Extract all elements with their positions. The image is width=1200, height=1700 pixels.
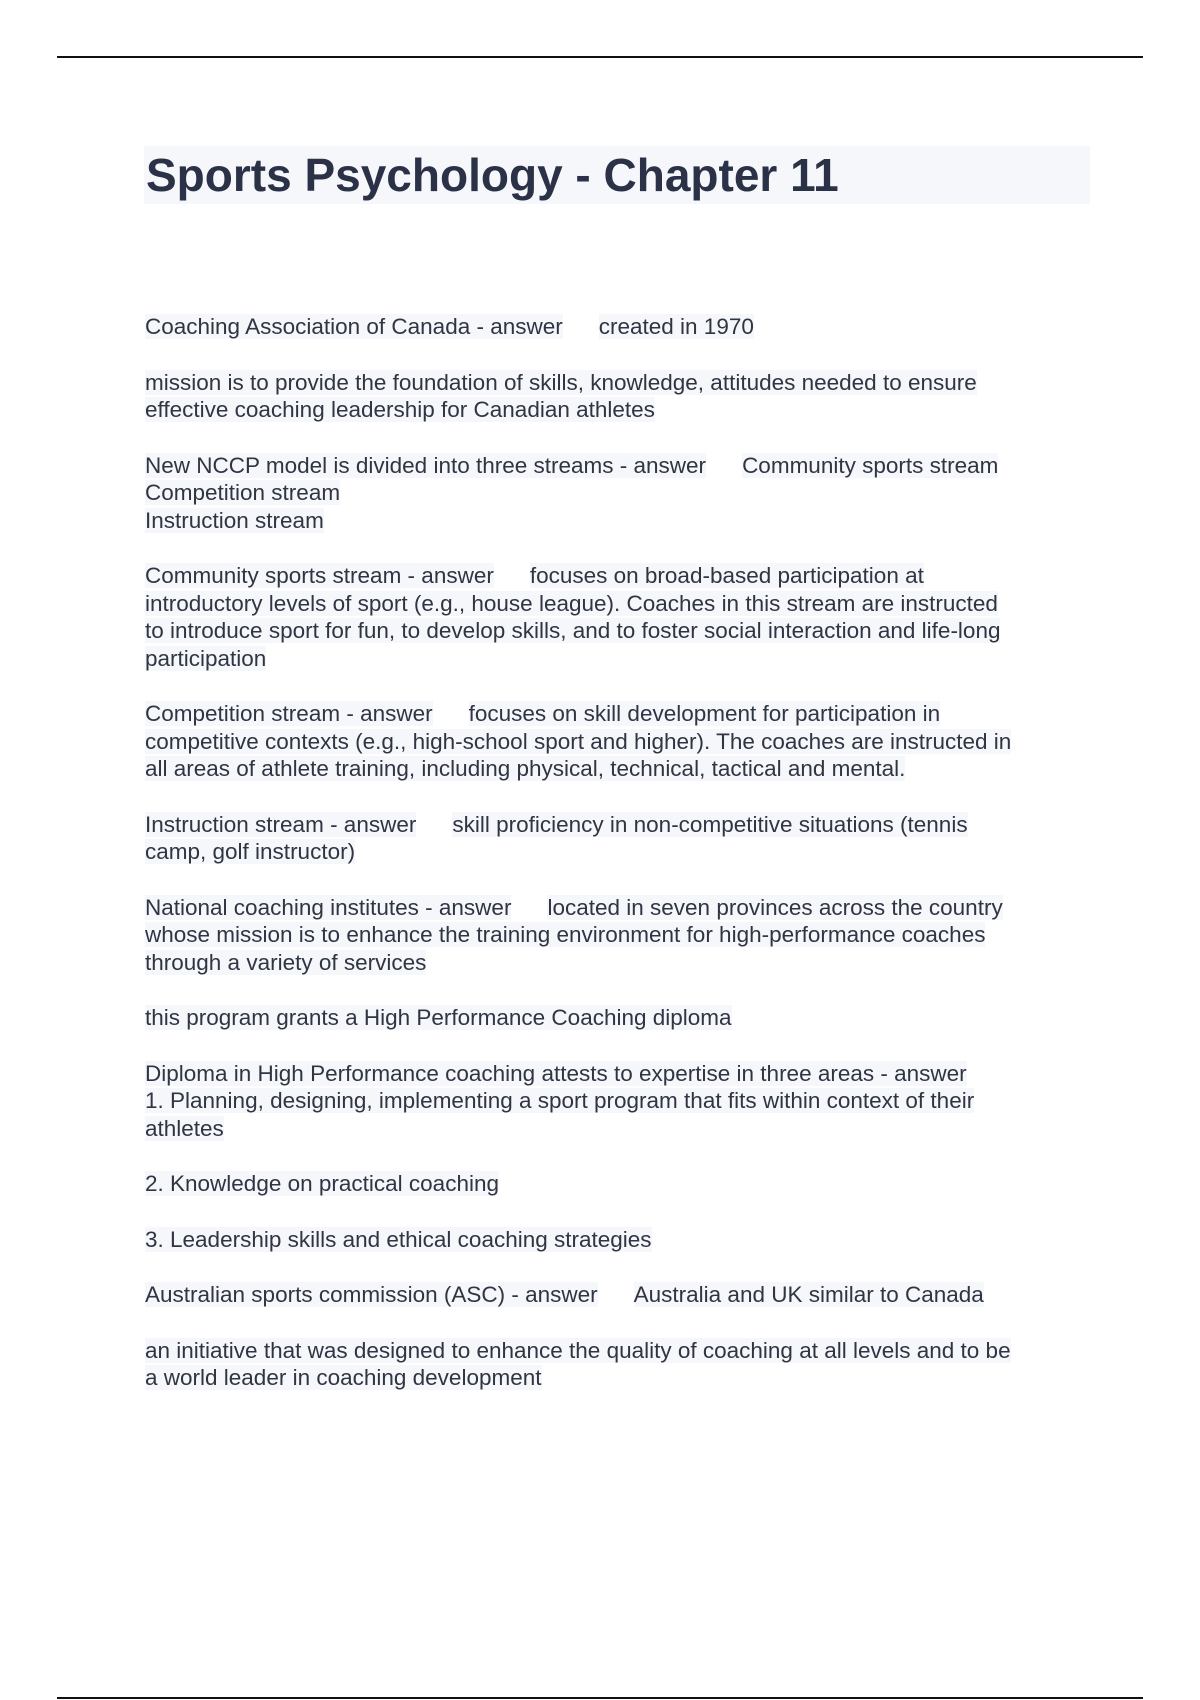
definition: located in seven provinces across the country whose mission is to enhance the training environment for high-performance coaches through a variety of services (145, 894, 1003, 975)
definition: skill proficiency in non-competitive situations (tennis camp, golf instructor) (145, 811, 968, 864)
list-item (145, 1170, 1095, 1198)
page-title: Sports Psychology - Chapter 11 (144, 146, 1090, 204)
definition: 3. Leadership skills and ethical coaching strategies (145, 1226, 652, 1252)
list-item (145, 811, 1095, 866)
definition: focuses on broad-based participation at introductory levels of sport (e.g., house league). Coaches in this stream are instructed to introduce sport for fun, to develop skills, and to foster social interaction and life-long participation (145, 563, 1001, 671)
definition: Community sports stream Competition stream Instruction stream (145, 452, 999, 533)
definition: created in 1970 (598, 314, 754, 339)
list-item (145, 562, 1095, 672)
term: Australian sports commission (ASC) - answer (145, 1282, 598, 1307)
definition: mission is to provide the foundation of skills, knowledge, attitudes needed to ensure effective coaching leadership for Canadian athletes (145, 369, 977, 422)
term: Instruction stream - answer (145, 811, 417, 837)
list-item (145, 1281, 1095, 1309)
term: New NCCP model is divided into three streams - answer (145, 452, 707, 478)
list-item (145, 452, 1095, 535)
list-item (145, 313, 1095, 341)
list-item (145, 700, 1095, 783)
term: National coaching institutes - answer (145, 894, 512, 920)
term: Coaching Association of Canada - answer (145, 314, 563, 339)
list-item (145, 1337, 1095, 1392)
top-rule (57, 56, 1143, 58)
definition: Australia and UK similar to Canada (633, 1282, 984, 1307)
definition: an initiative that was designed to enhance the quality of coaching at all levels and to be a world leader in coaching development (145, 1337, 1011, 1390)
document-body (145, 313, 1095, 1420)
term: Community sports stream - answer (145, 563, 494, 588)
bottom-rule (57, 1697, 1143, 1699)
list-item (145, 1060, 1095, 1143)
definition: 2. Knowledge on practical coaching (145, 1171, 499, 1196)
definition: this program grants a High Performance Coaching diploma (145, 1005, 732, 1030)
definition: 1. Planning, designing, implementing a sport program that fits within context of their athletes (145, 1088, 975, 1141)
definition: focuses on skill development for participation in competitive contexts (e.g., high-school sport and higher). The coaches are instructed in all areas of athlete training, including physical, technical, tactical and mental. (145, 701, 1012, 781)
list-item (145, 1226, 1095, 1254)
list-item (145, 369, 1095, 424)
term: Competition stream - answer (145, 701, 433, 726)
list-item (145, 894, 1095, 977)
list-item (145, 1004, 1095, 1032)
term: Diploma in High Performance coaching attests to expertise in three areas - answer (145, 1060, 967, 1086)
